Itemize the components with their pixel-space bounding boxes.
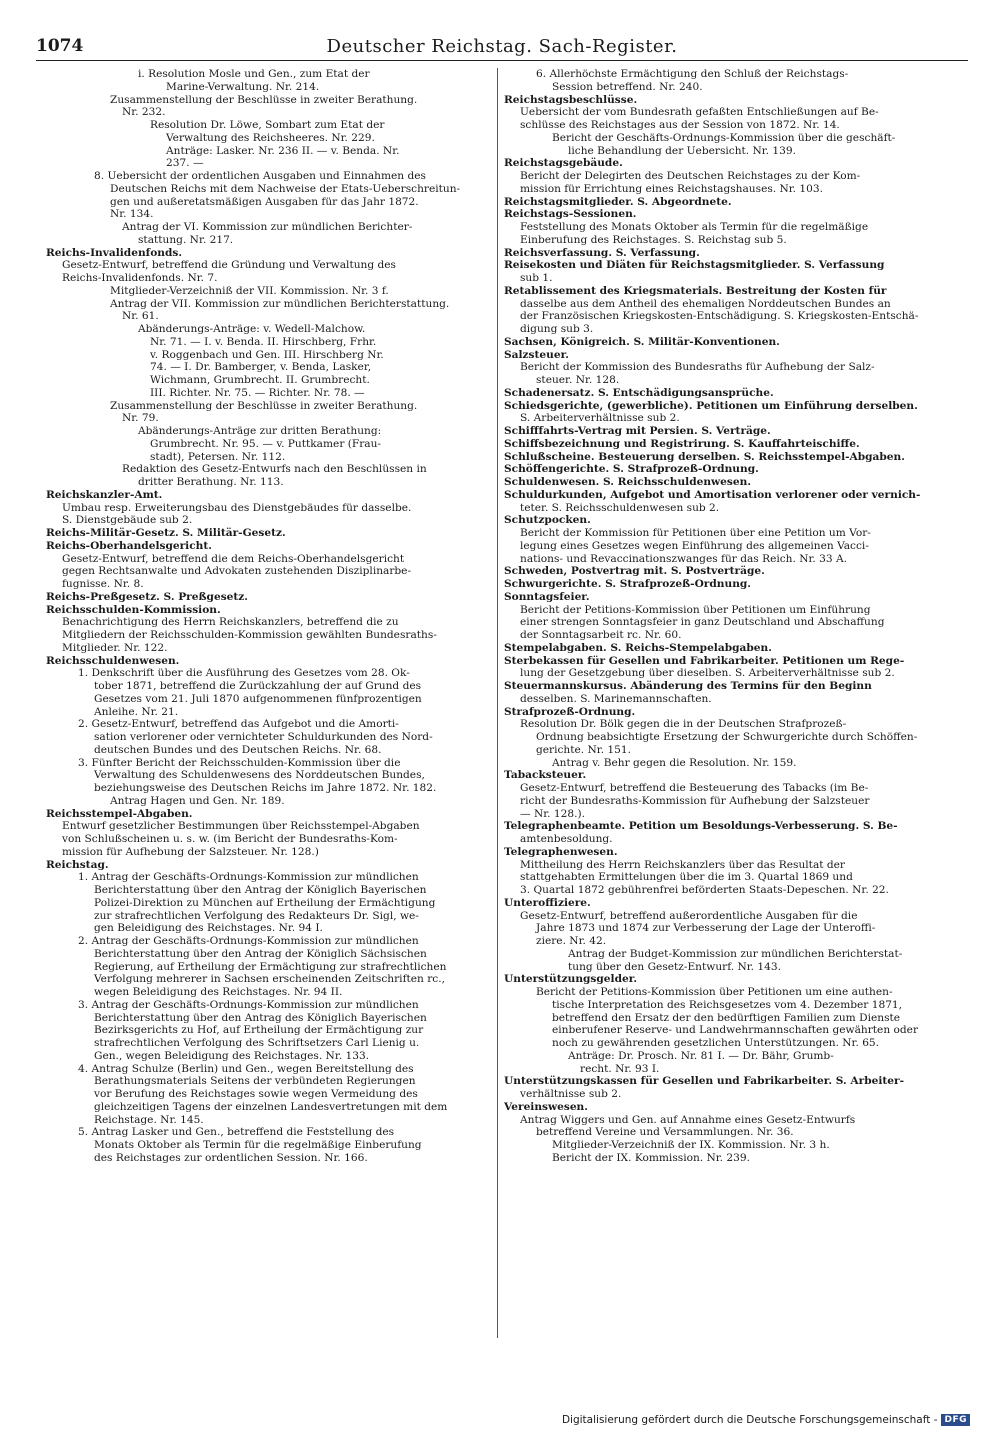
- index-entry-heading: Schlußscheine. Besteuerung derselben. S. Reichsstempel-Abgaben.: [504, 450, 905, 463]
- index-entry-heading: Reichstagsbeschlüsse.: [504, 93, 638, 106]
- index-entry-line: Mitglieder-Verzeichniß der VII. Kommission. Nr. 3 f.: [110, 284, 389, 297]
- index-entry-heading: Schweden, Postvertrag mit. S. Postverträge.: [504, 565, 765, 578]
- index-entry-line: S. Dienstgebäude sub 2.: [62, 514, 193, 527]
- index-entry-line: 237. —: [166, 157, 204, 170]
- index-entry-line: tober 1871, betreffend die Zurückzahlung der auf Grund des: [94, 680, 422, 692]
- index-entry-line: 2. Gesetz-Entwurf, betreffend das Aufgebot und die Amorti-: [78, 718, 399, 731]
- index-entry-line: Nr. 79.: [122, 412, 159, 425]
- index-entry-line: Zusammenstellung der Beschlüsse in zweiter Berathung.: [110, 399, 418, 412]
- index-entry-line: Antrag v. Behr gegen die Resolution. Nr. 159.: [552, 756, 797, 769]
- index-entry-line: einberufener Reserve- und Landwehrmannschaften gewährten oder: [552, 1024, 919, 1037]
- index-entry-line: Feststellung des Monats Oktober als Termin für die regelmäßige: [520, 221, 869, 233]
- index-entry-line: 8. Uebersicht der ordentlichen Ausgaben und Einnahmen des: [94, 170, 426, 182]
- index-entry-line: Jahre 1873 und 1874 zur Verbesserung der Lage der Unteroffi-: [536, 922, 876, 935]
- index-entry-line: Mittheilung des Herrn Reichskanzlers über das Resultat der: [520, 858, 845, 871]
- index-entry-heading: Telegraphenbeamte. Petition um Besoldungs-Verbesserung. S. Be-: [504, 820, 898, 833]
- index-entry-line: Bericht der Kommission des Bundesraths für Aufhebung der Salz-: [520, 361, 875, 374]
- index-entry-heading: Reichs-Militär-Gesetz. S. Militär-Gesetz.: [46, 527, 286, 539]
- index-entry-line: 3. Antrag der Geschäfts-Ordnungs-Kommission zur mündlichen: [78, 998, 419, 1011]
- index-entry-line: 2. Antrag der Geschäfts-Ordnungs-Kommission zur mündlichen: [78, 935, 419, 947]
- index-entry-line: Nr. 71. — I. v. Benda. II. Hirschberg, Frhr.: [150, 335, 377, 348]
- index-entry-heading: Reichsverfassung. S. Verfassung.: [504, 246, 700, 259]
- index-entry-line: 1. Denkschrift über die Ausführung des Gesetzes vom 28. Ok-: [78, 667, 410, 680]
- index-entry-line: Abänderungs-Anträge zur dritten Berathung:: [138, 425, 382, 437]
- index-entry-line: Gesetz-Entwurf, betreffend außerordentliche Ausgaben für die: [520, 909, 858, 922]
- index-entry-line: Umbau resp. Erweiterungsbau des Dienstgebäudes für dasselbe.: [62, 501, 412, 514]
- index-entry-line: gen und außeretatsmäßigen Ausgaben für das Jahr 1872.: [110, 195, 419, 208]
- index-entry-line: tung über den Gesetz-Entwurf. Nr. 143.: [568, 960, 781, 973]
- index-entry-heading: Sterbekassen für Gesellen und Fabrikarbeiter. Petitionen um Rege-: [504, 654, 905, 667]
- index-entry-line: verhältnisse sub 2.: [520, 1088, 622, 1100]
- index-entry-heading: Sachsen, Königreich. S. Militär-Konventionen.: [504, 335, 780, 348]
- footer-credit: [562, 1412, 970, 1428]
- index-entry-line: zur strafrechtlichen Verfolgung des Redakteurs Dr. Sigl, we-: [94, 909, 419, 922]
- index-entry-line: Deutschen Reichs mit dem Nachweise der Etats-Ueberschreitun-: [110, 182, 461, 195]
- index-entry-heading: Reichs-Oberhandelsgericht.: [46, 539, 212, 552]
- index-entry-line: Antrag der VII. Kommission zur mündlichen Berichterstattung.: [110, 297, 450, 310]
- index-entry-line: Resolution Dr. Bölk gegen die in der Deutschen Strafprozeß-: [520, 718, 847, 731]
- index-entry-heading: Stempelabgaben. S. Reichs-Stempelabgaben.: [504, 641, 772, 654]
- index-entry-line: stattgehabten Ermittelungen über die im 3. Quartal 1869 und: [520, 871, 853, 884]
- index-entry-line: Gen., wegen Beleidigung des Reichstages. Nr. 133.: [94, 1049, 370, 1062]
- index-entry-heading: Steuermannskursus. Abänderung des Termins für den Beginn: [504, 680, 872, 692]
- index-entry-line: Antrag Wiggers und Gen. auf Annahme eines Gesetz-Entwurfs: [520, 1113, 856, 1126]
- index-entry-line: strafrechtlichen Verfolgung des Schriftsetzers Carl Lienig u.: [94, 1037, 420, 1049]
- index-entry-line: Mitglieder. Nr. 122.: [62, 641, 168, 654]
- index-entry-heading: Schuldurkunden, Aufgebot und Amortisation verlorener oder vernich-: [504, 488, 921, 501]
- index-entry-line: Berichterstattung über den Antrag der Königlich Sächsischen: [94, 947, 427, 960]
- index-entry-line: Zusammenstellung der Beschlüsse in zweiter Berathung.: [110, 93, 418, 106]
- index-entry-line: Grumbrecht. Nr. 95. — v. Puttkamer (Frau-: [150, 437, 382, 450]
- index-entry-line: Anleihe. Nr. 21.: [94, 705, 179, 718]
- index-entry-line: Antrag Hagen und Gen. Nr. 189.: [110, 794, 285, 807]
- index-entry-line: teter. S. Reichsschuldenwesen sub 2.: [520, 501, 720, 514]
- index-entry-line: lung der Gesetzgebung über dieselben. S. Arbeiterverhältnisse sub 2.: [520, 667, 895, 680]
- index-entry-line: Gesetz-Entwurf, betreffend die Besteuerung des Tabacks (im Be-: [520, 782, 869, 794]
- index-entry-line: S. Arbeiterverhältnisse sub 2.: [520, 412, 680, 425]
- index-entry-heading: Reichsstempel-Abgaben.: [46, 807, 193, 820]
- index-entry-heading: Reichsschulden-Kommission.: [46, 603, 221, 616]
- index-entry-heading: Vereinswesen.: [504, 1100, 588, 1113]
- index-entry-line: Mitgliedern der Reichsschulden-Kommission gewählten Bundesraths-: [62, 629, 437, 641]
- index-entry-line: betreffend den Ersatz der den bedürftigen Familien zum Dienste: [552, 1011, 901, 1024]
- index-entry-heading: Unterstützungskassen für Gesellen und Fabrikarbeiter. S. Arbeiter-: [504, 1075, 904, 1088]
- index-entry-line: — Nr. 128.).: [520, 807, 585, 820]
- index-entry-line: betreffend Vereine und Versammlungen. Nr. 36.: [536, 1126, 794, 1139]
- index-entry-line: Bericht der Kommission für Petitionen über eine Petition um Vor-: [520, 527, 871, 539]
- index-entry-line: liche Behandlung der Uebersicht. Nr. 139.: [568, 144, 797, 157]
- index-entry-line: Session betreffend. Nr. 240.: [552, 80, 703, 93]
- index-entry-line: Bericht der Delegirten des Deutschen Reichstages zu der Kom-: [520, 170, 861, 182]
- index-entry-line: Benachrichtigung des Herrn Reichskanzlers, betreffend die zu: [62, 616, 399, 629]
- index-entry-line: Mitglieder-Verzeichniß der IX. Kommission. Nr. 3 h.: [552, 1139, 830, 1151]
- index-entry-line: Bericht der Petitions-Kommission über Petitionen um Einführung: [520, 603, 871, 616]
- index-entry-line: Uebersicht der vom Bundesrath gefaßten Entschließungen auf Be-: [520, 106, 879, 119]
- index-entry-heading: Reisekosten und Diäten für Reichstagsmitglieder. S. Verfassung: [504, 259, 885, 272]
- index-entry-line: schlüsse des Reichstages aus der Session von 1872. Nr. 14.: [520, 119, 840, 131]
- index-entry-heading: Unteroffiziere.: [504, 896, 591, 909]
- index-entry-line: Marine-Verwaltung. Nr. 214.: [166, 80, 320, 93]
- index-entry-line: Berichterstattung über den Antrag des Königlich Bayerischen: [94, 1011, 427, 1024]
- index-entry-line: Bericht der Geschäfts-Ordnungs-Kommission über die geschäft-: [552, 131, 896, 144]
- index-entry-line: recht. Nr. 93 I.: [580, 1062, 660, 1075]
- index-entry-line: stadt), Petersen. Nr. 112.: [150, 450, 286, 463]
- index-entry-line: stattung. Nr. 217.: [138, 233, 234, 246]
- right-column: [504, 68, 959, 1348]
- index-entry-line: deutschen Bundes und des Deutschen Reichs. Nr. 68.: [94, 743, 382, 756]
- index-entry-heading: Telegraphenwesen.: [504, 845, 618, 858]
- index-entry-line: fugnisse. Nr. 8.: [62, 578, 144, 590]
- index-entry-line: beziehungsweise des Deutschen Reichs im Jahre 1872. Nr. 182.: [94, 782, 437, 794]
- index-entry-line: Verfolgung mehrerer in Sachsen erscheinenden Zeitschriften rc.,: [94, 973, 445, 986]
- index-entry-line: einer strengen Sonntagsfeier in ganz Deutschland und Abschaffung: [520, 616, 885, 629]
- index-entry-line: Verwaltung des Reichsheeres. Nr. 229.: [166, 131, 375, 144]
- index-entry-heading: Reichs-Preßgesetz. S. Preßgesetz.: [46, 590, 248, 603]
- index-entry-heading: Schuldenwesen. S. Reichsschuldenwesen.: [504, 476, 752, 488]
- index-entry-line: sub 1.: [520, 272, 553, 284]
- index-entry-line: Antrag der Budget-Kommission zur mündlichen Berichterstat-: [568, 947, 903, 960]
- index-entry-line: gerichte. Nr. 151.: [536, 743, 632, 756]
- index-entry-line: Nr. 134.: [110, 208, 154, 221]
- index-entry-line: nations- und Revaccinationszwanges für das Reich. Nr. 33 A.: [520, 552, 847, 565]
- index-entry-line: Bericht der IX. Kommission. Nr. 239.: [552, 1151, 751, 1164]
- index-entry-line: gegen Rechtsanwalte und Advokaten zustehenden Disziplinarbe-: [62, 565, 412, 578]
- index-entry-line: Berathungsmaterials Seitens der verbündeten Regierungen: [94, 1075, 416, 1088]
- index-entry-heading: Salzsteuer.: [504, 348, 569, 361]
- index-entry-line: Monats Oktober als Termin für die regelmäßige Einberufung: [94, 1139, 422, 1151]
- index-entry-line: mission für Aufhebung der Salzsteuer. Nr. 128.): [62, 845, 319, 858]
- index-entry-line: 3. Quartal 1872 gebührenfrei beförderten Staats-Depeschen. Nr. 22.: [520, 884, 889, 896]
- index-entry-line: i. Resolution Mosle und Gen., zum Etat der: [138, 68, 370, 80]
- index-entry-line: desselben. S. Marinemannschaften.: [520, 692, 712, 705]
- index-entry-line: tische Interpretation des Reichsgesetzes vom 4. Dezember 1871,: [552, 998, 903, 1011]
- index-entry-line: wegen Beleidigung des Reichstages. Nr. 94 II.: [94, 986, 343, 998]
- index-entry-line: v. Roggenbach und Gen. III. Hirschberg Nr.: [150, 348, 384, 361]
- index-entry-heading: Schwurgerichte. S. Strafprozeß-Ordnung.: [504, 578, 751, 590]
- index-entry-line: Entwurf gesetzlicher Bestimmungen über Reichsstempel-Abgaben: [62, 820, 420, 833]
- index-entry-heading: Reichskanzler-Amt.: [46, 488, 163, 501]
- index-entry-line: Verwaltung des Schuldenwesens des Norddeutschen Bundes,: [94, 769, 425, 782]
- page-header: [36, 34, 968, 61]
- index-entry-line: der Sonntagsarbeit rc. Nr. 60.: [520, 629, 682, 641]
- index-entry-line: noch zu gewährenden gesetzlichen Unterstützungen. Nr. 65.: [552, 1037, 880, 1049]
- index-entry-line: 74. — I. Dr. Bamberger, v. Benda, Lasker,: [150, 361, 372, 374]
- index-entry-heading: Schöffengerichte. S. Strafprozeß-Ordnung.: [504, 463, 759, 476]
- index-entry-line: Gesetz-Entwurf, betreffend die dem Reichs-Oberhandelsgericht: [62, 552, 405, 565]
- index-entry-line: Anträge: Lasker. Nr. 236 II. — v. Benda. Nr.: [166, 144, 400, 157]
- index-entry-line: Reichstage. Nr. 145.: [94, 1113, 204, 1126]
- index-entry-heading: Tabacksteuer.: [504, 769, 587, 782]
- footer-text: Digitalisierung gefördert durch die Deutsche Forschungsgemeinschaft -: [561, 1414, 938, 1426]
- index-entry-line: Gesetzes vom 21. Juli 1870 aufgenommenen fünfprozentigen: [94, 692, 422, 705]
- index-entry-line: Redaktion des Gesetz-Entwurfs nach den Beschlüssen in: [122, 463, 427, 476]
- index-entry-heading: Sonntagsfeier.: [504, 590, 590, 603]
- index-entry-heading: Schifffahrts-Vertrag mit Persien. S. Verträge.: [504, 425, 771, 437]
- index-entry-line: 1. Antrag der Geschäfts-Ordnungs-Kommission zur mündlichen: [78, 871, 419, 884]
- index-entry-line: gleichzeitigen Tagens der einzelnen Landesvertretungen mit dem: [94, 1100, 448, 1113]
- index-entry-heading: Reichstagsgebäude.: [504, 157, 623, 170]
- index-entry-line: vor Berufung des Reichstages sowie wegen Vermeidung des: [94, 1088, 418, 1100]
- index-entry-line: von Schlußscheinen u. s. w. (im Bericht der Bundesraths-Kom-: [62, 833, 398, 845]
- index-entry-line: ziere. Nr. 42.: [536, 935, 607, 947]
- index-entry-line: Antrag der VI. Kommission zur mündlichen Berichter-: [122, 221, 413, 233]
- running-title: Deutscher Reichstag. Sach-Register.: [326, 36, 678, 57]
- index-entry-line: der Französischen Kriegskosten-Entschädigung. S. Kriegskosten-Entschä-: [520, 310, 919, 323]
- index-entry-line: 6. Allerhöchste Ermächtigung den Schluß der Reichstags-: [536, 68, 849, 80]
- index-entry-line: mission für Errichtung eines Reichstagshauses. Nr. 103.: [520, 182, 823, 195]
- index-entry-heading: Reichstags-Sessionen.: [504, 208, 637, 221]
- index-entry-line: amtenbesoldung.: [520, 833, 613, 845]
- index-entry-line: Nr. 232.: [122, 106, 166, 119]
- index-entry-heading: Strafprozeß-Ordnung.: [504, 705, 636, 718]
- index-entry-line: gen Beleidigung des Reichstages. Nr. 94 I.: [94, 922, 323, 935]
- index-entry-line: Berichterstattung über den Antrag der Königlich Bayerischen: [94, 884, 427, 896]
- index-entry-line: 3. Fünfter Bericht der Reichsschulden-Kommission über die: [78, 756, 401, 769]
- index-entry-heading: Schiedsgerichte, (gewerbliche). Petitionen um Einführung derselben.: [504, 399, 918, 412]
- index-entry-line: Anträge: Dr. Prosch. Nr. 81 I. — Dr. Bähr, Grumb-: [568, 1049, 834, 1062]
- index-entry-line: 4. Antrag Schulze (Berlin) und Gen., wegen Bereitstellung des: [78, 1062, 414, 1075]
- index-entry-heading: Unterstützungsgelder.: [504, 973, 638, 986]
- index-entry-line: steuer. Nr. 128.: [536, 374, 620, 386]
- index-entry-heading: Reichstag.: [46, 858, 109, 871]
- index-entry-line: des Reichstages zur ordentlichen Session. Nr. 166.: [94, 1151, 368, 1164]
- dfg-logo: DFG: [941, 1414, 970, 1426]
- index-entry-line: legung eines Gesetzes wegen Einführung des allgemeinen Vacci-: [520, 539, 869, 552]
- index-entry-line: Bezirksgerichts zu Hof, auf Ertheilung der Ermächtigung zur: [94, 1024, 424, 1037]
- index-entry-line: 5. Antrag Lasker und Gen., betreffend die Feststellung des: [78, 1126, 395, 1139]
- index-entry-line: dritter Berathung. Nr. 113.: [138, 476, 284, 488]
- left-column: [46, 68, 501, 1348]
- index-entry-heading: Schutzpocken.: [504, 514, 591, 527]
- index-entry-line: Resolution Dr. Löwe, Sombart zum Etat der: [150, 119, 385, 131]
- index-entry-line: Reichs-Invalidenfonds. Nr. 7.: [62, 272, 218, 284]
- column-divider: [497, 68, 498, 1338]
- index-entry-line: dasselbe aus dem Antheil des ehemaligen Norddeutschen Bundes an: [520, 297, 891, 310]
- index-entry-line: Polizei-Direktion zu München auf Ertheilung der Ermächtigung: [94, 896, 436, 909]
- index-entry-heading: Reichs-Invalidenfonds.: [46, 246, 183, 259]
- index-entry-line: Einberufung des Reichstages. S. Reichstag sub 5.: [520, 233, 787, 246]
- index-entry-line: Nr. 61.: [122, 310, 159, 323]
- index-entry-line: Bericht der Petitions-Kommission über Petitionen um eine authen-: [536, 986, 893, 998]
- index-entry-heading: Schadenersatz. S. Entschädigungsansprüche.: [504, 386, 774, 399]
- index-entry-line: Wichmann, Grumbrecht. II. Grumbrecht.: [150, 374, 370, 386]
- index-entry-line: Regierung, auf Ertheilung der Ermächtigung zur strafrechtlichen: [94, 960, 447, 973]
- index-entry-line: III. Richter. Nr. 75. — Richter. Nr. 78. —: [150, 386, 365, 399]
- index-entry-heading: Retablissement des Kriegsmaterials. Bestreitung der Kosten für: [504, 284, 887, 297]
- index-entry-line: Gesetz-Entwurf, betreffend die Gründung und Verwaltung des: [62, 259, 396, 272]
- index-entry-line: Abänderungs-Anträge: v. Wedell-Malchow.: [138, 323, 366, 335]
- index-entry-line: richt der Bundesraths-Kommission für Aufhebung der Salzsteuer: [520, 794, 870, 807]
- page-number: 1074: [36, 36, 84, 56]
- index-entry-heading: Schiffsbezeichnung und Registrirung. S. Kauffahrteischiffe.: [504, 437, 860, 450]
- index-entry-line: digung sub 3.: [520, 323, 594, 335]
- index-entry-heading: Reichsschuldenwesen.: [46, 654, 180, 667]
- index-entry-line: Ordnung beabsichtigte Ersetzung der Schwurgerichte durch Schöffen-: [536, 731, 918, 743]
- index-entry-heading: Reichstagsmitglieder. S. Abgeordnete.: [504, 195, 732, 208]
- index-entry-line: sation verlorener oder vernichteter Schuldurkunden des Nord-: [94, 731, 433, 743]
